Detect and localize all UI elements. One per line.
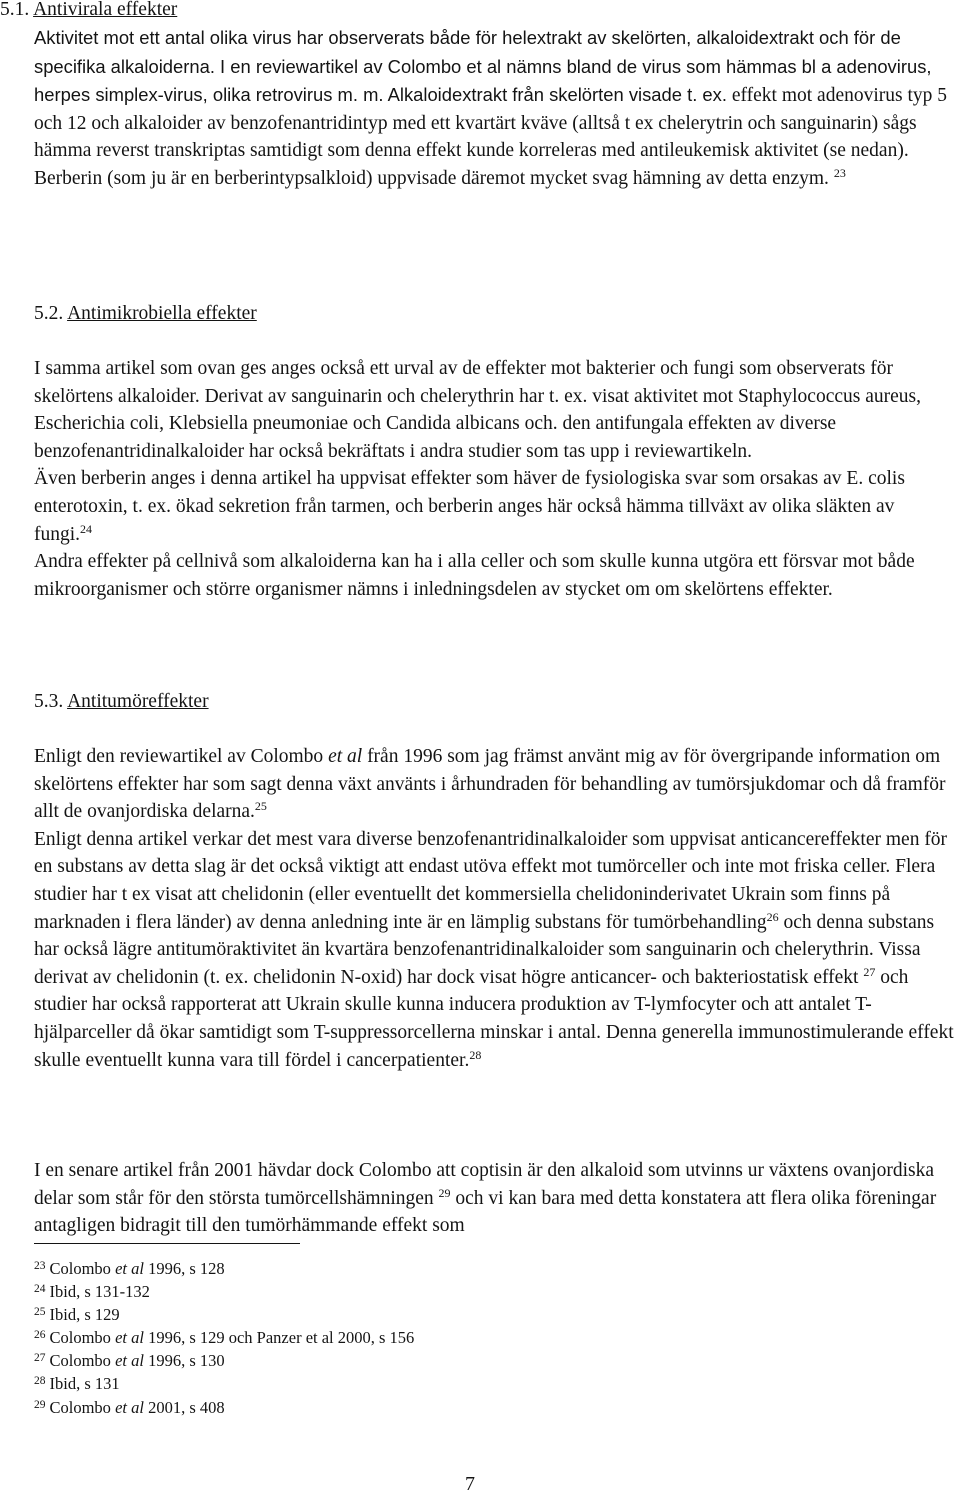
footnote-ref: 23: [833, 165, 846, 180]
footnote-number: 29: [34, 1398, 46, 1411]
footnote-text: Ibid, s 131-132: [49, 1282, 150, 1302]
footnote-ref: 26: [766, 909, 779, 924]
section-title: Antitumöreffekter: [67, 691, 209, 712]
paragraph-text: Enligt denna artikel verkar det mest vara diverse benzofenantridinalkaloider som uppvisat anticancereffekter men för en substans av detta slag är det också viktigt att endast utöva effekt mot tumörceller och inte mot friska celler. Flera studier har t ex visat att chelidonin (eller eventuellt det kommersiella chelidoninderivatet Ukrain som finns på marknaden i flera länder) av denna anledning inte är en lämplig substans för tumörbehandling: [34, 828, 948, 933]
emphasis: et al: [328, 746, 363, 767]
paragraph-text: effekt mot adenovirus typ 5 och 12 och alkaloider av benzofenantridintyp med ett kvartärt kväve (alltså t ex chelerytrin och sanguinarin) sågs hämma reverst transkriptas samtidigt som denna effekt kunde korreleras med antileukemisk aktivitet (se nedan). Berberin (som ju är en berberintypsalkloid) uppvisade däremot mycket svag hämning av detta enzym.: [34, 85, 948, 189]
paragraph: I samma artikel som ovan ges anges också ett urval av de effekter mot bakterier och fungi som observerats för skelörtens alkaloider. Derivat av sanguinarin och chelerythrin har t. ex. visat aktivitet mot Staphylococcus aureus, Escherichia coli, Klebsiella pneumoniae och Candida albicans och. den antifungala effekten av diverse benzofenantridinalkaloider har också bekräftats i andra studier som tas upp i reviewartikeln.: [34, 358, 921, 462]
paragraph-text: och denna substans har också lägre antitumöraktivitet än kvartära benzofenantridinalkaloider som sanguinarin och chelerythrin. Vissa derivat av chelidonin (t. ex. chelidonin N-oxid) har dock visat högre anticancer- och bakteriostatisk effekt: [34, 911, 935, 988]
footnote-text: Colombo: [49, 1397, 111, 1417]
footnote-emphasis: et al: [115, 1259, 144, 1278]
footnote: [34, 1396, 414, 1419]
section-heading-5-1: [0, 0, 177, 22]
footnote-text: 2001, s 408: [148, 1397, 225, 1417]
section-body-5-1: [34, 24, 956, 193]
paragraph-text: I en senare artikel från 2001 hävdar dock Colombo att coptisin är den alkaloid som utvinns ur växtens ovanjordiska delar som står för den största tumörcellshämningen: [34, 1160, 935, 1209]
footnote-ref: 29: [438, 1185, 451, 1200]
footnote-number: 27: [34, 1352, 46, 1365]
paragraph: [34, 465, 956, 548]
footnote-emphasis: et al: [115, 1328, 144, 1348]
footnote: [34, 1303, 414, 1326]
section-title: Antivirala effekter: [33, 0, 178, 20]
section-number: 5.3.: [34, 691, 64, 712]
section-body-5-3: [34, 743, 956, 1074]
paragraph-text: Även berberin anges i denna artikel ha uppvisat effekter som häver de fysiologiska svar som orsakas av E. colis enterotoxin, t. ex. ökad sekretion från tarmen, och berberin anges här också hämma tillväxt av olika släkten av fungi.: [34, 468, 905, 545]
footnote-text: 1996, s 128: [148, 1259, 225, 1278]
footnote-number: 26: [34, 1329, 46, 1342]
paragraph-text: från 1996 som jag främst använt mig av för övergripande information om skelörtens effekter har som sagt denna växt använts i århundraden för behandling av tumörsjukdomar och då framför allt de ovanjordiska delarna.: [34, 746, 946, 823]
footnote-text: 1996, s 130: [148, 1351, 225, 1371]
footnote-ref: 24: [80, 521, 93, 536]
footnote-number: 24: [34, 1283, 46, 1296]
footnote: [34, 1349, 414, 1372]
section-heading-5-3: [34, 690, 209, 714]
footnote: [34, 1257, 414, 1280]
footnote-text: Ibid, s 131: [49, 1374, 120, 1394]
paragraph: Andra effekter på cellnivå som alkaloiderna kan ha i alla celler och som skulle kunna utgöra ett försvar mot både mikroorganismer och större organismer nämns i inledningsdelen av stycket om om skelörtens effekter.: [34, 551, 915, 600]
footnote-text: Colombo: [49, 1351, 111, 1371]
section-heading-5-2: [34, 302, 257, 326]
section-title: Antimikrobiella effekter: [67, 303, 257, 324]
paragraph: [34, 743, 956, 826]
footnotes: [34, 1257, 414, 1419]
footnote-text: Ibid, s 129: [49, 1305, 120, 1325]
footnote-separator: [34, 1243, 300, 1244]
section-number: 5.2.: [34, 303, 64, 324]
footnote-number: 28: [34, 1375, 46, 1388]
footnote-text: Colombo: [49, 1259, 111, 1278]
section-body-5-3-continued: [34, 1157, 956, 1240]
paragraph-text: och vi kan bara med detta konstatera att flera olika föreningar antagligen bidragit till den tumörhämmande effekt som: [34, 1187, 937, 1237]
footnote: [34, 1280, 414, 1303]
paragraph-text-sans: Aktivitet mot ett antal olika virus har observerats både för helextrakt av skelörten, alkaloidextrakt och för de specifika alkaloiderna. I en reviewartikel av Colombo et al nämns bland de virus som hämmas bl a adenovirus, herpes simplex-virus, olika retrovirus m. m. Alkaloidextrakt från skelörten visade t. ex.: [34, 27, 932, 106]
footnote-ref: 27: [863, 964, 876, 979]
footnote-number: 23: [34, 1260, 46, 1272]
paragraph: [34, 826, 956, 1074]
paragraph: [34, 24, 956, 193]
footnote: [34, 1372, 414, 1395]
paragraph-text: och studier har också rapporterat att Ukrain skulle kunna inducera produktion av T-lymfocyter och att antalet T-hjälparceller då ökar samtidigt som T-suppressorcellerna minskar i antal. Denna generella immunostimulerande effekt skulle eventuellt kunna vara till fördel i cancerpatienter.: [34, 966, 954, 1071]
footnote: [34, 1326, 414, 1349]
footnote-number: 25: [34, 1306, 46, 1319]
footnote-emphasis: et al: [115, 1351, 144, 1371]
page-number: 7: [465, 1473, 475, 1495]
footnote-ref: 28: [469, 1047, 482, 1062]
footnote-ref: 25: [254, 799, 267, 814]
footnote-emphasis: et al: [115, 1397, 144, 1417]
footnote-text: Colombo: [49, 1328, 111, 1348]
paragraph: [34, 1157, 956, 1240]
paragraph-text: Enligt den reviewartikel av Colombo: [34, 746, 324, 767]
section-number: 5.1.: [0, 0, 30, 20]
section-body-5-2: [34, 355, 956, 603]
footnote-text: 1996, s 129 och Panzer et al 2000, s 156: [148, 1328, 415, 1348]
